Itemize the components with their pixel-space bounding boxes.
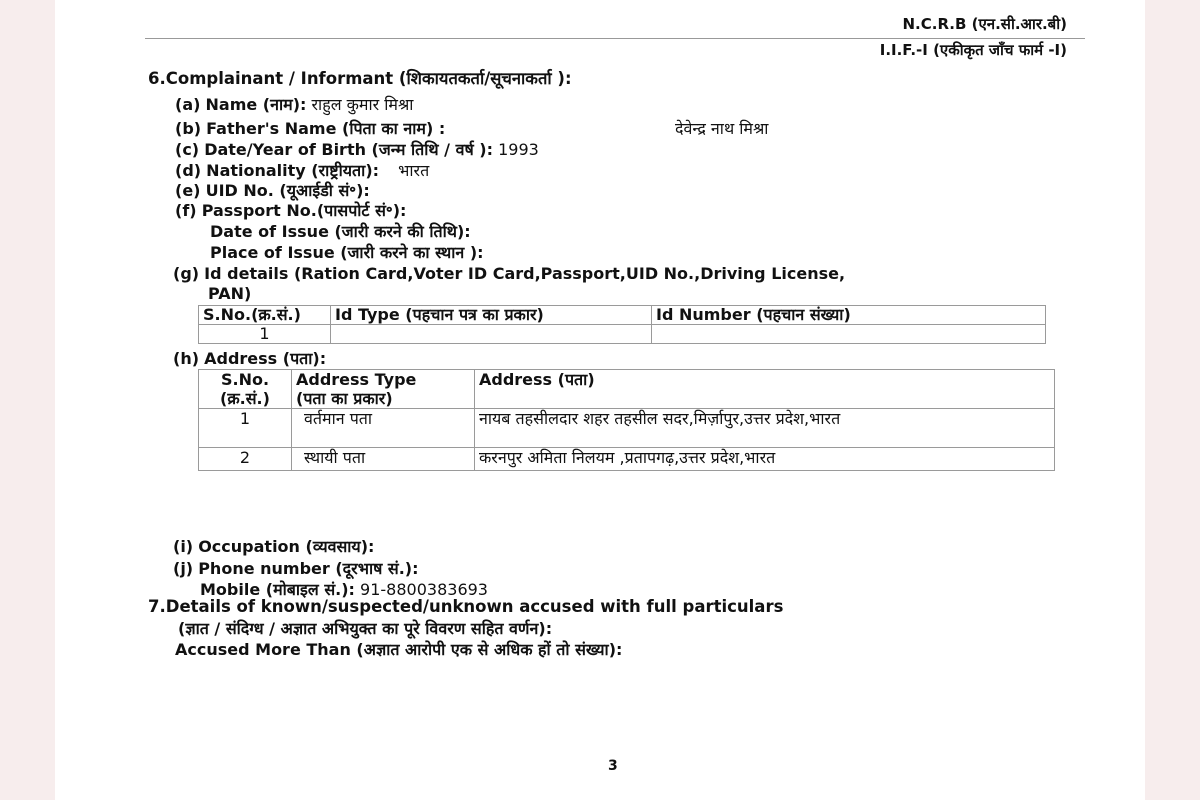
section7-title: 7.Details of known/suspected/unknown accused with full particulars — [148, 597, 784, 616]
marker-g: (g) — [173, 264, 200, 283]
addr-cell-type: स्थायी पता — [292, 448, 475, 471]
field-uid — [175, 179, 370, 201]
marker-b: (b) — [175, 119, 202, 138]
field-address — [173, 347, 326, 369]
table-header-row — [199, 306, 1046, 325]
marker-f: (f) — [175, 201, 197, 220]
header-divider — [145, 38, 1085, 39]
addr-col-sno — [199, 370, 292, 409]
section6-title: 6.Complainant / Informant (शिकायतकर्ता/सूचनाकर्ता ): — [148, 69, 572, 88]
addr-col-type — [292, 370, 475, 409]
page-number: 3 — [608, 758, 618, 774]
field-occupation — [173, 535, 374, 557]
addr-col-address-line1: Address (पता) — [479, 370, 595, 389]
name-value: राहुल कुमार मिश्रा — [311, 95, 414, 114]
marker-j: (j) — [173, 559, 194, 578]
addr-cell-sno: 1 — [199, 409, 292, 448]
addr-cell-address: करनपुर अमिता निलयम ,प्रतापगढ़,उत्तर प्रदेश,भारत — [475, 448, 1055, 471]
addr-col-sno-line1: S.No. — [220, 370, 270, 389]
dob-value: 1993 — [498, 140, 539, 159]
mobile-value: 91-8800383693 — [360, 580, 488, 599]
form-page — [55, 0, 1145, 800]
father-name-label: Father's Name (पिता का नाम) : — [206, 119, 446, 138]
mobile-label: Mobile (मोबाइल सं.): — [200, 580, 355, 599]
marker-i: (i) — [173, 537, 194, 556]
name-label: Name (नाम): — [205, 95, 307, 114]
field-dob — [175, 138, 539, 160]
header-ncrb: N.C.R.B (एन.सी.आर.बी) — [902, 15, 1067, 33]
addr-col-sno-line2: (क्र.सं.) — [220, 389, 270, 408]
header-iif: I.I.F.-I (एकीकृत जाँच फार्म -I) — [879, 41, 1067, 59]
addr-col-type-line1: Address Type — [296, 370, 417, 389]
marker-h: (h) — [173, 349, 200, 368]
passport-date-of-issue: Date of Issue (जारी करने की तिथि): — [210, 222, 471, 241]
table-row — [199, 448, 1055, 471]
id-cell-type — [331, 325, 652, 344]
addr-col-type-line2: (पता का प्रकार) — [296, 389, 393, 408]
phone-label: Phone number (दूरभाष सं.): — [198, 559, 419, 578]
id-details-label: Id details (Ration Card,Voter ID Card,Passport,UID No.,Driving License, — [204, 264, 846, 283]
id-cell-number — [652, 325, 1046, 344]
addr-col-address — [475, 370, 1055, 409]
field-id-details — [173, 264, 845, 283]
id-col-type: Id Type (पहचान पत्र का प्रकार) — [331, 306, 652, 325]
id-cell-sno: 1 — [199, 325, 331, 344]
id-col-sno: S.No.(क्र.सं.) — [199, 306, 331, 325]
field-nationality — [175, 159, 429, 181]
field-passport — [175, 199, 406, 221]
dob-label: Date/Year of Birth (जन्म तिथि / वर्ष ): — [204, 140, 494, 159]
marker-a: (a) — [175, 95, 201, 114]
table-row — [199, 325, 1046, 344]
address-table — [198, 369, 1055, 471]
table-row — [199, 409, 1055, 448]
passport-place-of-issue: Place of Issue (जारी करने का स्थान ): — [210, 243, 484, 262]
accused-more-than-label: Accused More Than (अज्ञात आरोपी एक से अधिक हों तो संख्या): — [175, 640, 623, 659]
address-label: Address (पता): — [204, 349, 327, 368]
field-phone — [173, 557, 419, 579]
uid-label: UID No. (यूआईडी सं॰): — [205, 181, 370, 200]
field-father-name — [175, 117, 445, 139]
id-details-table — [198, 305, 1046, 344]
occupation-label: Occupation (व्यवसाय): — [198, 537, 375, 556]
section7-subtitle: (ज्ञात / संदिग्ध / अज्ञात अभियुक्त का पूरे विवरण सहित वर्णन): — [178, 619, 553, 638]
nationality-value: भारत — [398, 161, 430, 180]
id-col-number: Id Number (पहचान संख्या) — [652, 306, 1046, 325]
id-details-label-cont: PAN) — [208, 284, 252, 303]
nationality-label: Nationality (राष्ट्रीयता): — [206, 161, 380, 180]
addr-cell-address: नायब तहसीलदार शहर तहसील सदर,मिर्ज़ापुर,उत्तर प्रदेश,भारत — [475, 409, 1055, 448]
marker-e: (e) — [175, 181, 201, 200]
table-header-row — [199, 370, 1055, 409]
field-name — [175, 93, 413, 115]
marker-c: (c) — [175, 140, 200, 159]
addr-cell-type: वर्तमान पता — [292, 409, 475, 448]
addr-cell-sno: 2 — [199, 448, 292, 471]
marker-d: (d) — [175, 161, 202, 180]
passport-label: Passport No.(पासपोर्ट सं॰): — [201, 201, 407, 220]
father-name-value: देवेन्द्र नाथ मिश्रा — [675, 119, 769, 138]
